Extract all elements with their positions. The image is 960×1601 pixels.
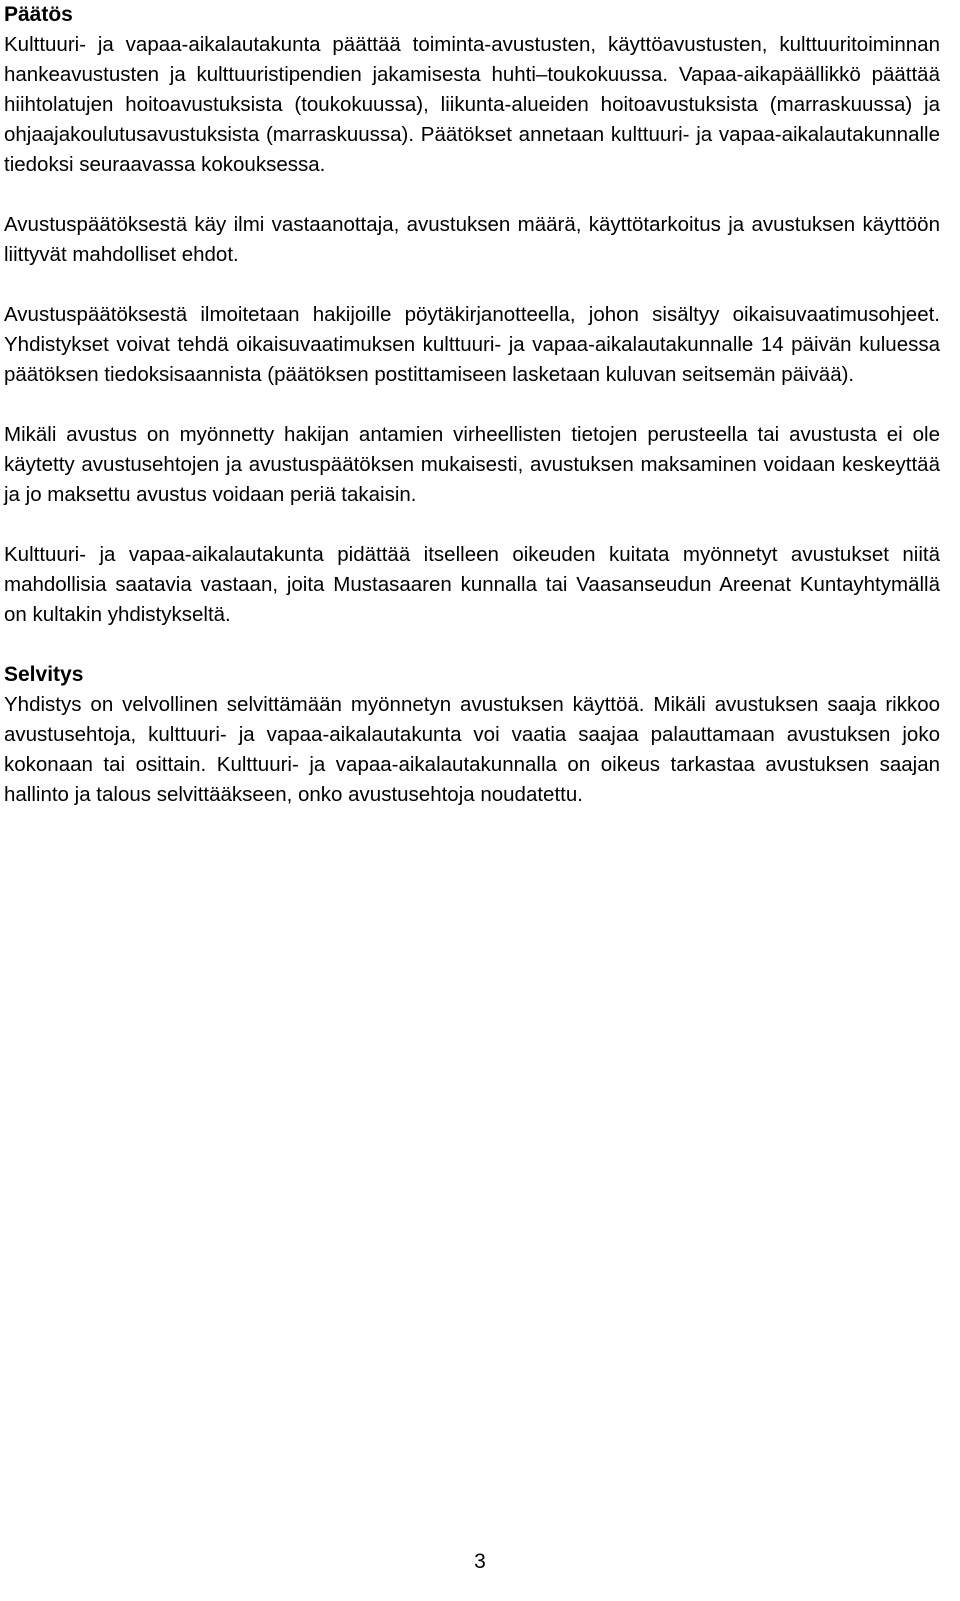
paragraph-reporting-obligation: Yhdistys on velvollinen selvittämään myönnetyn avustuksen käyttöä. Mikäli avustuksen saaja rikkoo avustusehtoja, kulttuuri- ja vapaa-aikalautakunta voi vaatia saajaa palauttamaan avustuksen joko kokonaan tai osittain. Kulttuuri- ja vapaa-aikalautakunnalla on oikeus tarkastaa avustuksen saajan hallinto ja talous selvittääkseen, onko avustusehtoja noudatettu. [4,693,940,806]
section-title-paatos: Päätös [4,3,73,26]
paragraph-appeal-instructions: Avustuspäätöksestä ilmoitetaan hakijoille pöytäkirjanotteella, johon sisältyy oikaisuvaatimusohjeet. Yhdistykset voivat tehdä oikaisuvaatimuksen kulttuuri- ja vapaa-aikalautakunnalle 14 päivän kuluessa päätöksen tiedoksisaannista (päätöksen postittamiseen lasketaan kuluvan seitsemän päivää). [4,303,940,386]
paragraph-decision-contents: Avustuspäätöksestä käy ilmi vastaanottaja, avustuksen määrä, käyttötarkoitus ja avustuksen käyttöön liittyvät mahdolliset ehdot. [4,213,940,266]
section-title-selvitys: Selvitys [4,663,84,686]
paragraph-gap [4,270,940,300]
paragraph-gap [4,180,940,210]
paragraph-decision-schedule: Kulttuuri- ja vapaa-aikalautakunta päättää toiminta-avustusten, käyttöavustusten, kulttuuritoiminnan hankeavustusten ja kulttuuristipendien jakamisesta huhti–toukokuussa. Vapaa-aikapäällikkö päättää hiihtolatujen hoitoavustuksista (toukokuussa), liikunta-alueiden hoitoavustuksista (marraskuussa) ja ohjaajakoulutusavustuksista (marraskuussa). Päätökset annetaan kulttuuri- ja vapaa-aikalautakunnalle tiedoksi seuraavassa kokouksessa. [4,33,940,176]
paragraph-recovery: Mikäli avustus on myönnetty hakijan antamien virheellisten tietojen perusteella tai avustusta ei ole käytetty avustusehtojen ja avustuspäätöksen mukaisesti, avustuksen maksaminen voidaan keskeyttää ja jo maksettu avustus voidaan periä takaisin. [4,423,940,506]
paragraph-gap [4,390,940,420]
paragraph-gap [4,510,940,540]
document-page [4,0,940,810]
page-number: 3 [474,1550,486,1573]
paragraph-offset-right: Kulttuuri- ja vapaa-aikalautakunta pidättää itselleen oikeuden kuitata myönnetyt avustukset niitä mahdollisia saatavia vastaan, joita Mustasaaren kunnalla tai Vaasanseudun Areenat Kuntayhtymällä on kultakin yhdistykseltä. [4,543,940,626]
